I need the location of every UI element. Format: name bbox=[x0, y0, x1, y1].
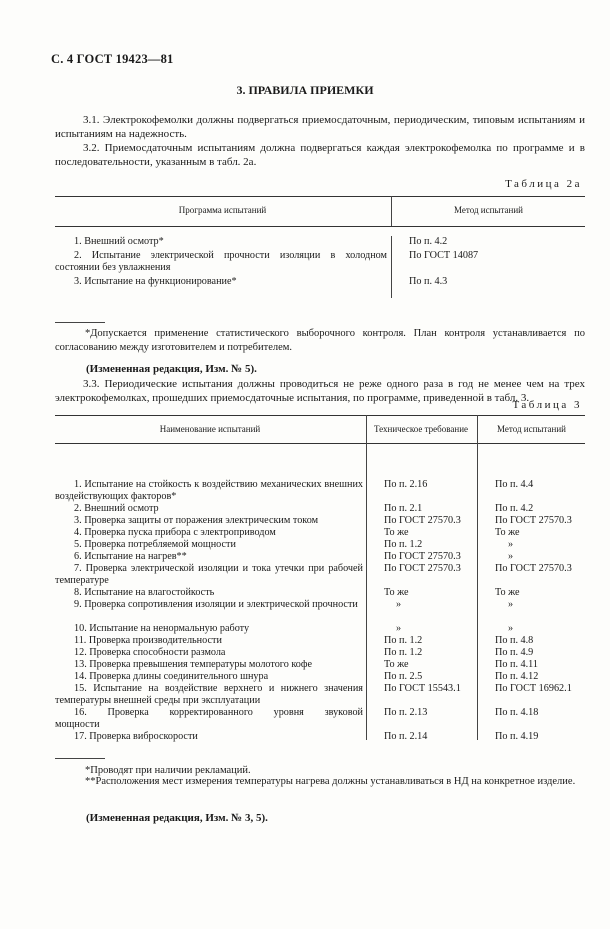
table-3-divider-1 bbox=[366, 415, 367, 740]
table-row-req: По ГОСТ 27570.3 bbox=[384, 563, 461, 574]
table-3-col-method: Метод испытаний bbox=[497, 424, 566, 434]
table-row-method: То же bbox=[495, 527, 520, 538]
table-row-req: По ГОСТ 15543.1 bbox=[384, 683, 461, 694]
table-row: 10. Испытание на ненормальную работу bbox=[74, 623, 250, 634]
footnote-3a: *Проводят при наличии рекламаций. bbox=[85, 765, 251, 776]
table-2a-caption: Таблица 2а bbox=[505, 178, 582, 190]
table-row-method: По п. 4.19 bbox=[495, 731, 539, 742]
section-title: 3. ПРАВИЛА ПРИЕМКИ bbox=[236, 83, 374, 97]
table-row: 15. Испытание на воздействие верхнего и нижнего значения температуры внешней среды при эксплуатации bbox=[55, 683, 363, 706]
table-2a-row-3-method: По п. 4.3 bbox=[409, 276, 448, 287]
table-row: 8. Испытание на влагостойкость bbox=[74, 587, 215, 598]
table-row-req: То же bbox=[384, 587, 409, 598]
table-row-req: По п. 2.13 bbox=[384, 707, 428, 718]
table-2a-body-divider bbox=[391, 236, 392, 298]
table-row-req: По ГОСТ 27570.3 bbox=[384, 551, 461, 562]
table-3-header-rule bbox=[55, 443, 585, 444]
table-row: 16. Проверка корректированного уровня звуковой мощности bbox=[55, 707, 363, 730]
table-2a-row-1-name: 1. Внешний осмотр* bbox=[74, 236, 164, 247]
edition-note-1: (Измененная редакция, Изм. № 5). bbox=[86, 363, 257, 375]
table-row-method: По п. 4.4 bbox=[495, 479, 534, 490]
table-row-req: По ГОСТ 27570.3 bbox=[384, 515, 461, 526]
table-row-req: По п. 2.5 bbox=[384, 671, 423, 682]
table-row-method: По п. 4.18 bbox=[495, 707, 539, 718]
footnote-rule-2a bbox=[55, 322, 105, 323]
table-row-method: По ГОСТ 16962.1 bbox=[495, 683, 572, 694]
table-row-req: По п. 1.2 bbox=[384, 539, 423, 550]
table-row-method: По ГОСТ 27570.3 bbox=[495, 515, 572, 526]
table-2a-row-2-name: 2. Испытание электрической прочности изоляции в холодном состоянии без увлажнения bbox=[55, 250, 387, 273]
table-row-method: » bbox=[508, 623, 514, 634]
table-row-req: » bbox=[396, 599, 402, 610]
table-row-method: То же bbox=[495, 587, 520, 598]
edition-note-2: (Измененная редакция, Изм. № 3, 5). bbox=[86, 812, 268, 824]
table-row-method: По п. 4.2 bbox=[495, 503, 534, 514]
table-2a-row-3-name: 3. Испытание на функционирование* bbox=[74, 276, 237, 287]
table-row-req: То же bbox=[384, 659, 409, 670]
table-row-method: По п. 4.12 bbox=[495, 671, 539, 682]
footnote-rule-3 bbox=[55, 758, 105, 759]
table-row: 5. Проверка потребляемой мощности bbox=[74, 539, 236, 550]
table-row: 2. Внешний осмотр bbox=[74, 503, 159, 514]
footnote-3b: **Расположения мест измерения температуры нагрева должны устанавливаться в НД на конкретное изделие. bbox=[85, 776, 576, 787]
table-row-method: » bbox=[508, 551, 514, 562]
table-row-req: По п. 2.1 bbox=[384, 503, 423, 514]
table-row: 12. Проверка способности размола bbox=[74, 647, 226, 658]
table-3-col-req: Техническое требование bbox=[373, 424, 469, 434]
table-row: 3. Проверка защиты от поражения электрическим током bbox=[74, 515, 319, 526]
table-row-method: По п. 4.8 bbox=[495, 635, 534, 646]
table-3-caption: Таблица 3 bbox=[512, 399, 582, 411]
table-row-req: » bbox=[396, 623, 402, 634]
paragraph-3-3: 3.3. Периодические испытания должны проводиться не реже одного раза в год не менее чем на трех электрокофемолках, прошедших приемосдаточные испытания, по программе, приведенной в табл. 3. bbox=[55, 378, 585, 404]
footnote-2a: *Допускается применение статистического выборочного контроля. План контроля устанавливается по согласованию между изготовителем и потребителем. bbox=[55, 328, 585, 353]
table-2a-row-2-method: По ГОСТ 14087 bbox=[409, 250, 479, 261]
table-row-req: По п. 2.16 bbox=[384, 479, 428, 490]
page-header: С. 4 ГОСТ 19423—81 bbox=[51, 52, 174, 66]
table-row: 6. Испытание на нагрев** bbox=[74, 551, 187, 562]
table-3-top-rule bbox=[55, 415, 585, 416]
paragraph-3-1: 3.1. Электрокофемолки должны подвергаться приемосдаточным, периодическим, типовым испытаниям и испытаниям на надежность. bbox=[55, 114, 585, 140]
table-row-method: » bbox=[508, 599, 514, 610]
table-row-method: » bbox=[508, 539, 514, 550]
table-2a-divider bbox=[391, 196, 392, 226]
table-2a-top-rule bbox=[55, 196, 585, 197]
table-2a-col-program: Программа испытаний bbox=[178, 205, 267, 215]
table-row: 11. Проверка производительности bbox=[74, 635, 222, 646]
table-row-req: То же bbox=[384, 527, 409, 538]
table-row: 17. Проверка виброскорости bbox=[74, 731, 198, 742]
table-row: 14. Проверка длины соединительного шнура bbox=[74, 671, 269, 682]
table-row: 7. Проверка электрической изоляции и тока утечки при рабочей температуре bbox=[55, 563, 363, 586]
table-row-req: По п. 2.14 bbox=[384, 731, 428, 742]
table-3-col-name: Наименование испытаний bbox=[159, 424, 261, 434]
table-row-method: По ГОСТ 27570.3 bbox=[495, 563, 572, 574]
table-row: 1. Испытание на стойкость к воздействию механических внешних воздействующих факторов* bbox=[55, 479, 363, 502]
table-2a-header-rule bbox=[55, 226, 585, 227]
table-row-req: По п. 1.2 bbox=[384, 635, 423, 646]
table-3-divider-2 bbox=[477, 415, 478, 740]
table-2a-row-1-method: По п. 4.2 bbox=[409, 236, 448, 247]
table-row-method: По п. 4.11 bbox=[495, 659, 538, 670]
table-row: 4. Проверка пуска прибора с электроприводом bbox=[74, 527, 276, 538]
table-row-method: По п. 4.9 bbox=[495, 647, 534, 658]
table-2a-col-method: Метод испытаний bbox=[454, 205, 523, 215]
table-row: 13. Проверка превышения температуры молотого кофе bbox=[74, 659, 312, 670]
table-row: 9. Проверка сопротивления изоляции и электрической прочности bbox=[74, 599, 358, 610]
paragraph-3-2: 3.2. Приемосдаточным испытаниям должна подвергаться каждая электрокофемолка по программе и в последовательности, указанным в табл. 2а. bbox=[55, 142, 585, 168]
table-row-req: По п. 1.2 bbox=[384, 647, 423, 658]
